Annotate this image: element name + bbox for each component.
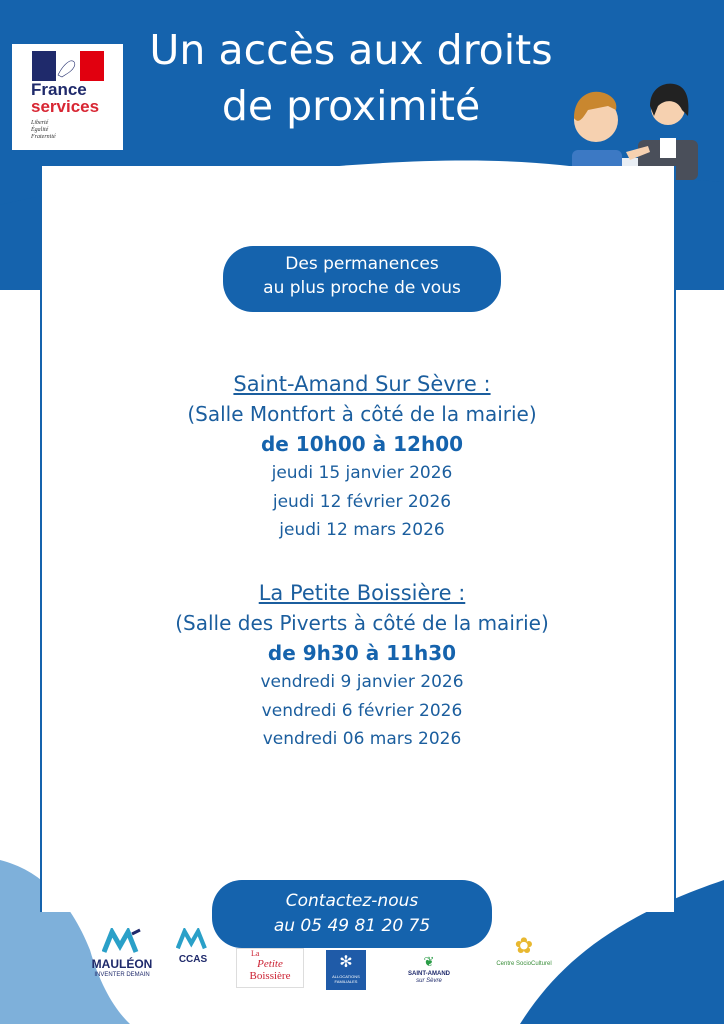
france-services-logo [12, 44, 123, 150]
mauleon-logo [82, 928, 162, 979]
motto-liberte: Liberté [31, 120, 49, 126]
location-venue: (Salle des Piverts à côté de la mairie) [175, 611, 549, 635]
page-title [128, 22, 574, 134]
mauleon-name: MAULÉON [91, 957, 153, 971]
centre-name: Centre SocioCulturel [496, 961, 552, 967]
pb-line1: La [251, 949, 260, 958]
date-item: vendredi 9 janvier 2026 [260, 672, 464, 692]
title-line-2: de proximité [221, 82, 481, 130]
sa-line1: SAINT-AMAND [408, 971, 450, 977]
motto-fraternite: Fraternité [31, 134, 56, 140]
ccas-mark-icon [176, 928, 210, 950]
centre-socioculturel-logo [492, 934, 556, 968]
date-item: vendredi 06 mars 2026 [262, 729, 462, 749]
centre-figure-icon: ✿ [514, 934, 534, 959]
caf-logo [326, 950, 366, 990]
republic-motto [31, 120, 56, 141]
saint-amand-logo [398, 956, 460, 985]
date-item: jeudi 15 janvier 2026 [271, 463, 453, 483]
pb-line3: Boissière [249, 970, 291, 982]
partner-logos [0, 920, 724, 1024]
pb-line2: Petite [257, 958, 283, 970]
tagline-line-1: Des permanences [285, 254, 439, 274]
sa-line2: sur Sèvre [416, 978, 442, 984]
date-item: vendredi 6 février 2026 [261, 700, 463, 721]
location-block-saint-amand [60, 369, 664, 545]
marianne-flag-icon [32, 51, 104, 81]
location-hours: de 9h30 à 11h30 [267, 641, 457, 665]
date-item: jeudi 12 février 2026 [272, 491, 452, 512]
location-hours: de 10h00 à 12h00 [260, 432, 464, 456]
ccas-name: CCAS [178, 954, 208, 965]
petite-boissiere-logo [236, 948, 304, 988]
location-venue: (Salle Montfort à côté de la mairie) [187, 402, 537, 426]
mauleon-mark-icon [102, 928, 142, 954]
tagline-pill [223, 246, 501, 312]
date-item: jeudi 12 mars 2026 [279, 520, 445, 540]
contact-label: Contactez-nous [285, 891, 419, 911]
location-name: La Petite Boissière : [258, 581, 466, 605]
title-line-1: Un accès aux droits [149, 26, 553, 74]
caf-name: ALLOCATIONS FAMILIALES [332, 974, 360, 984]
location-block-petite-boissiere [60, 578, 664, 754]
location-name: Saint-Amand Sur Sèvre : [233, 372, 491, 396]
motto-egalite: Égalité [31, 127, 49, 133]
mauleon-tagline: INVENTER DEMAIN [94, 972, 150, 978]
caf-icon: ✻ [339, 952, 353, 971]
tagline-line-2: au plus proche de vous [263, 278, 461, 298]
logo-france: France [31, 80, 87, 99]
ccas-logo [172, 928, 214, 966]
logo-services: services [31, 97, 100, 116]
contact-phone[interactable]: au 05 49 81 20 75 [273, 916, 431, 936]
saint-amand-leaf-icon: ❦ [423, 955, 435, 970]
